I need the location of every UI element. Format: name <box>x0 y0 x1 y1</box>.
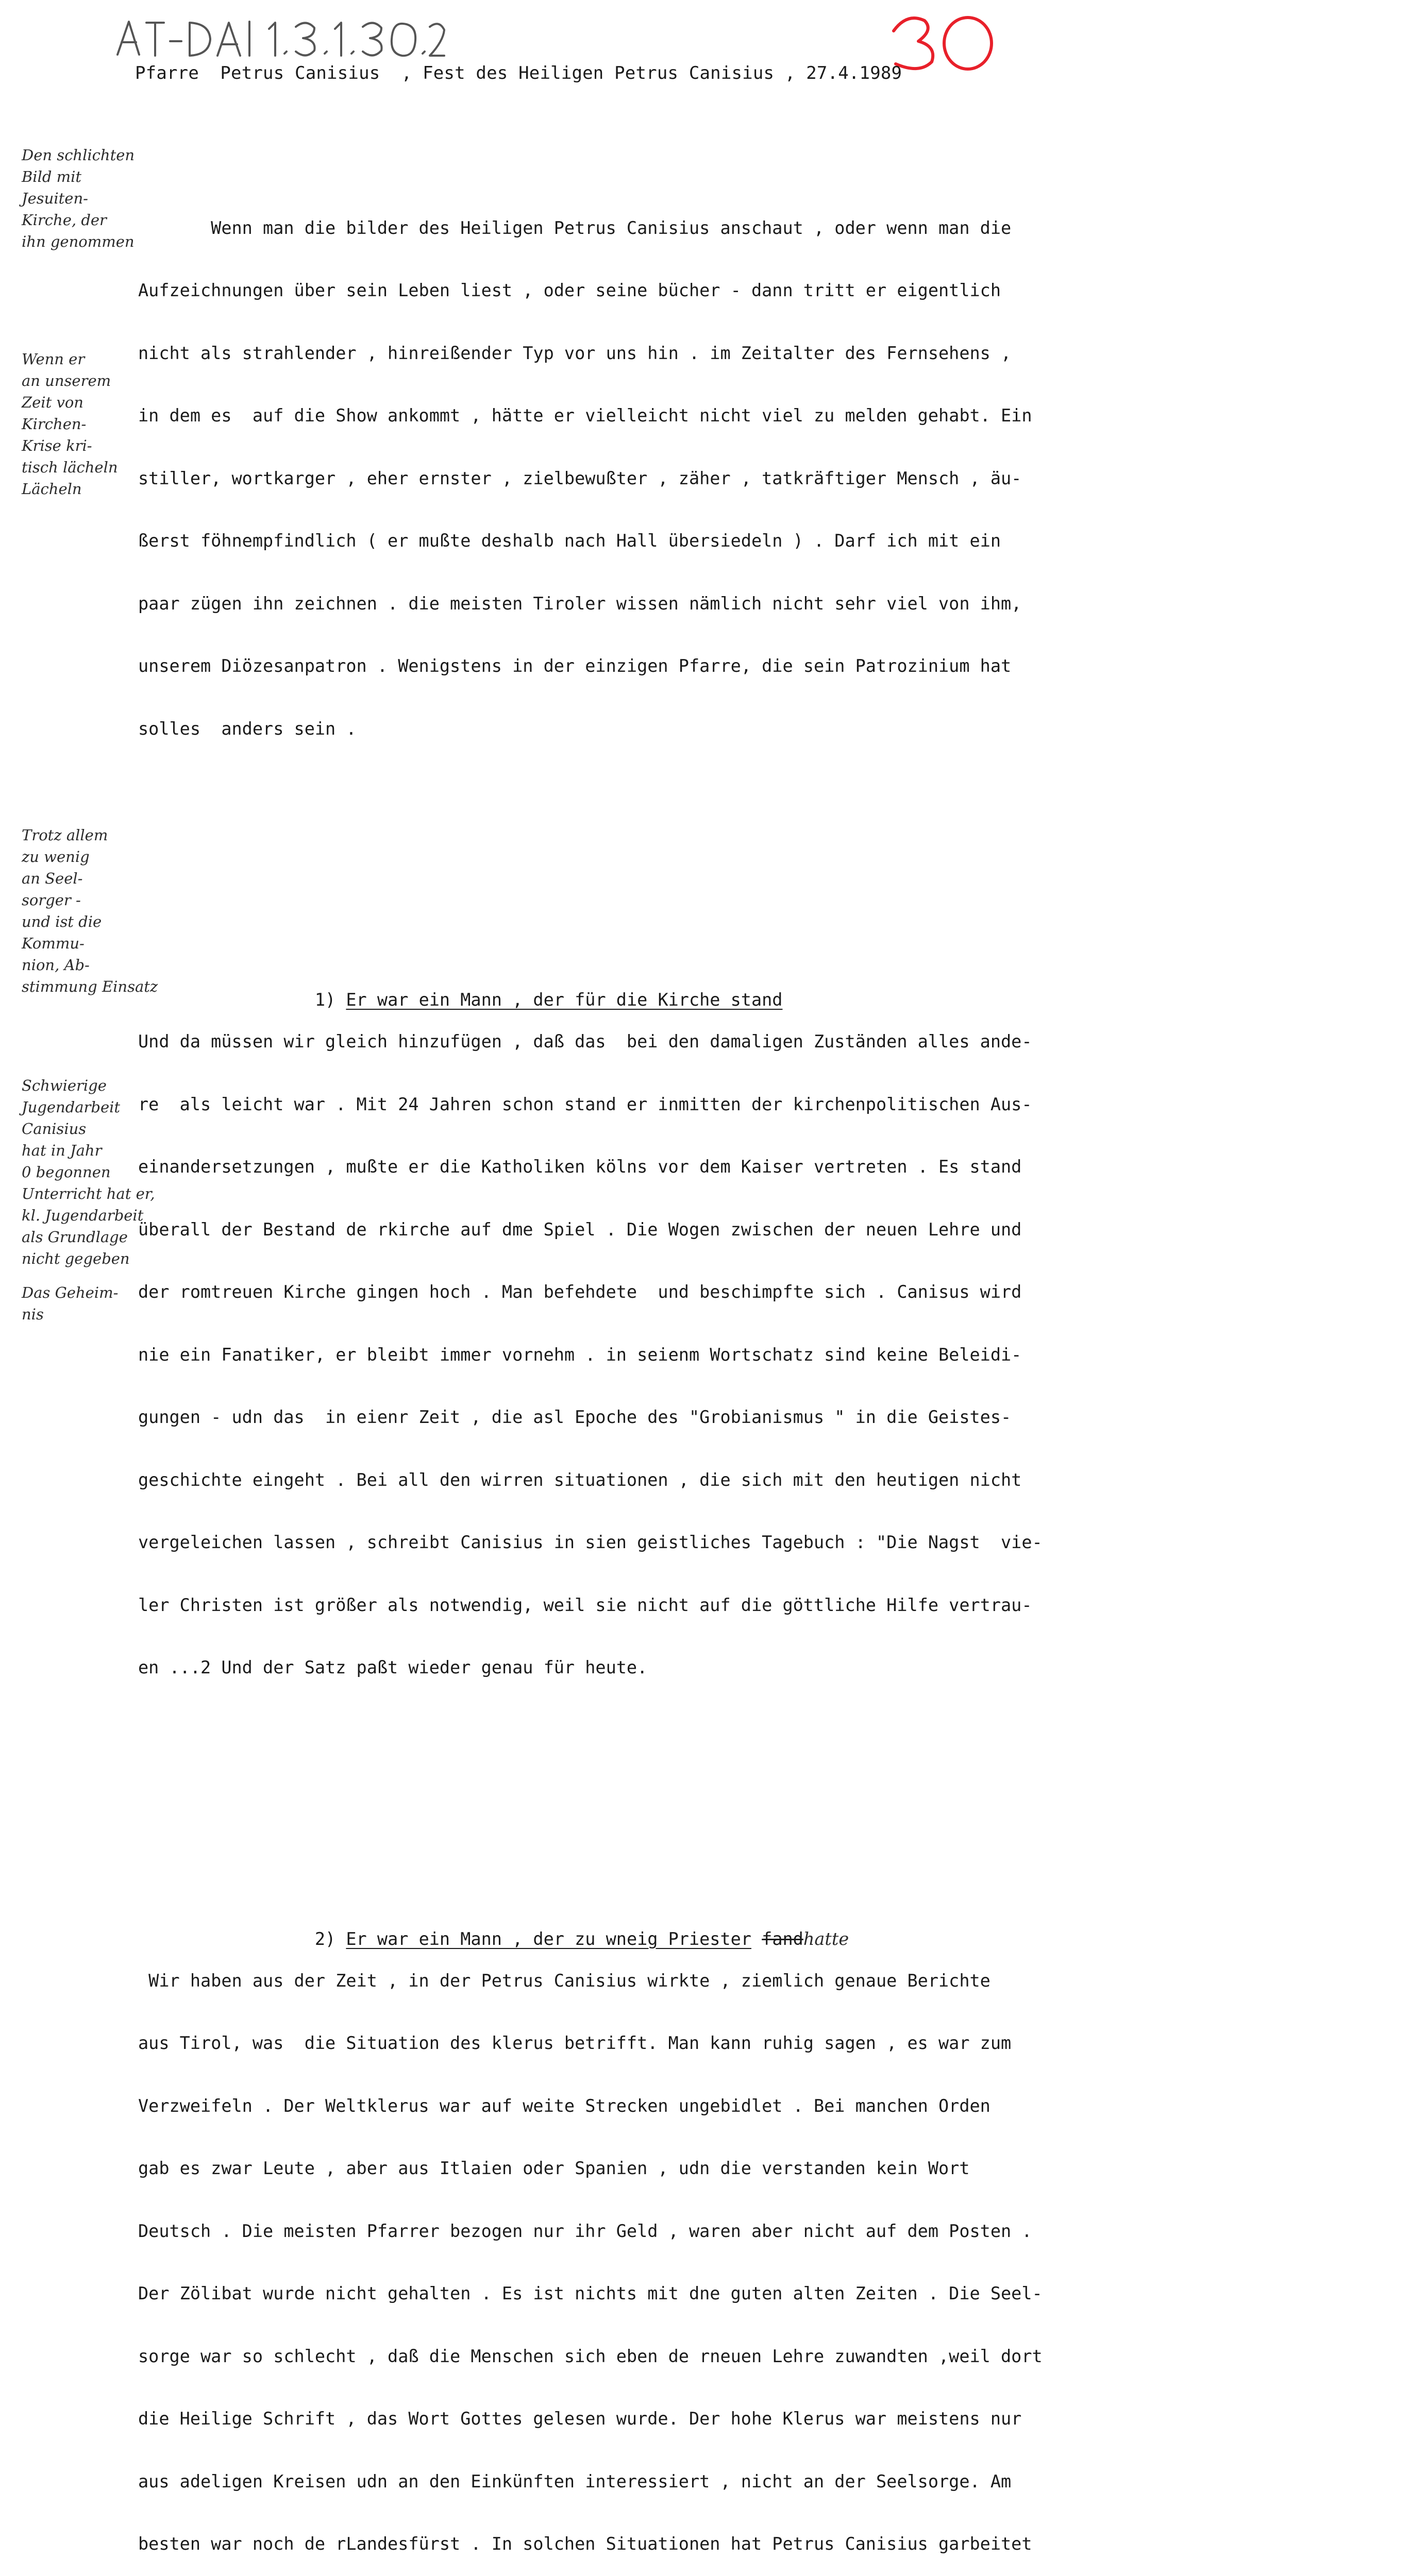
margin-note-5 <box>22 1282 140 1325</box>
section-number: 2) <box>314 1928 336 1949</box>
margin-note-line: nicht gegeben <box>22 1250 130 1267</box>
section-heading-text: Er war ein Mann , der zu wneig Priester <box>346 1928 751 1949</box>
text-line: nicht als strahlender , hinreißender Typ vor uns hin . im Zeitalter des Fernsehens , <box>138 343 1012 363</box>
section-number: 1) <box>314 990 336 1010</box>
margin-note-line: an unserem <box>22 372 111 389</box>
text-line: der romtreuen Kirche gingen hoch . Man befehdete und beschimpfte sich . Canisus wird <box>138 1282 1022 1302</box>
text-line: stiller, wortkarger , eher ernster , zielbewußter , zäher , tatkräftiger Mensch , äu- <box>138 468 1022 488</box>
section-1 <box>138 927 1043 1720</box>
margin-note-line: nis <box>22 1306 44 1323</box>
text-line: vergeleichen lassen , schreibt Canisius in sien geistliches Tagebuch : "Die Nagst vie- <box>138 1532 1043 1552</box>
text-line: in dem es auf die Show ankommt , hätte er vielleicht nicht viel zu melden gehabt. Ein <box>138 405 1032 426</box>
text-line: Verzweifeln . Der Weltklerus war auf weite Strecken ungebidlet . Bei manchen Orden <box>138 2095 990 2116</box>
text-line: unserem Diözesanpatron . Wenigstens in der einzigen Pfarre, die sein Patrozinium hat <box>138 656 1012 676</box>
text-line: die Heilige Schrift , das Wort Gottes gelesen wurde. Der hohe Klerus war meistens nur <box>138 2409 1022 2429</box>
section-heading <box>138 1908 1029 1949</box>
margin-note-line: Kirche, der <box>22 211 107 229</box>
margin-note-line: stimmung Einsatz <box>22 978 158 995</box>
section-heading-text: Er war ein Mann , der für die Kirche stand <box>346 990 783 1010</box>
margin-note-line: Krise kri- <box>22 437 92 454</box>
margin-note-line: Trotz allem <box>22 826 108 844</box>
text-line: Wenn man die bilder des Heiligen Petrus Canisius anschaut , oder wenn man die <box>138 217 1012 238</box>
text-line: aus Tirol, was die Situation des klerus betrifft. Man kann ruhig sagen , es war zum <box>138 2033 1012 2053</box>
margin-note-line: Kommu- <box>22 935 85 952</box>
text-line: en ...2 Und der Satz paßt wieder genau für heute. <box>138 1657 648 1677</box>
margin-note-line: Wenn er <box>22 350 85 368</box>
page-number-mark <box>886 9 1000 76</box>
margin-note-line: tisch lächeln <box>22 459 118 476</box>
margin-note-line: und ist die <box>22 913 102 930</box>
text-line: besten war noch de rLandesfürst . In solchen Situationen hat Petrus Canisius garbeitet <box>138 2534 1032 2554</box>
text-line: aus adeligen Kreisen udn an den Einkünften interessiert , nicht an der Seelsorge. Am <box>138 2471 1012 2492</box>
text-line: paar zügen ihn zeichnen . die meisten Tiroler wissen nämlich nicht sehr viel von ihm, <box>138 593 1022 614</box>
margin-note-line: an Seel- <box>22 870 83 887</box>
margin-note-line: Zeit von <box>22 394 83 411</box>
margin-note-line: hat in Jahr <box>22 1142 102 1159</box>
text-line: Aufzeichnungen über sein Leben liest , oder seine bücher - dann tritt er eigentlich <box>138 280 1001 300</box>
margin-note-line: Jesuiten- <box>22 190 88 207</box>
margin-note-line: ihn genommen <box>22 233 135 250</box>
text-line: gab es zwar Leute , aber aus Itlaien oder Spanien , udn die verstanden kein Wort <box>138 2158 970 2178</box>
sermon-body <box>138 113 1043 2576</box>
text-line: überall der Bestand de rkirche auf dme Spiel . Die Wogen zwischen der neuen Lehre und <box>138 1219 1022 1240</box>
margin-note-line: kl. Jugendarbeit <box>22 1207 144 1224</box>
margin-note-1 <box>22 144 140 252</box>
margin-note-line: sorger - <box>22 891 81 909</box>
margin-note-4 <box>22 1075 155 1269</box>
text-line: Deutsch . Die meisten Pfarrer bezogen nur ihr Geld , waren aber nicht auf dem Posten . <box>138 2221 1032 2241</box>
margin-note-line: Canisius <box>22 1120 87 1138</box>
margin-note-line: Jugendarbeit <box>22 1098 121 1116</box>
text-line: nie ein Fanatiker, er bleibt immer vornehm . in seienm Wortschatz sind keine Beleidi- <box>138 1344 1022 1365</box>
margin-note-line: Bild mit <box>22 168 82 185</box>
text-line: Und da müssen wir gleich hinzufügen , daß das bei den damaligen Zuständen alles ande- <box>138 1031 1032 1052</box>
handwritten-insert: hatte <box>803 1928 849 1949</box>
margin-note-line: zu wenig <box>22 848 90 866</box>
page-title: Pfarre Petrus Canisius , Fest des Heiligen Petrus Canisius , 27.4.1989 <box>135 63 902 83</box>
margin-note-line: nion, Ab- <box>22 956 90 974</box>
text-line: gungen - udn das in eienr Zeit , die asl Epoche des "Grobianismus " in die Geistes- <box>138 1407 1012 1427</box>
text-line: solles anders sein . <box>138 718 357 739</box>
text-line: einandersetzungen , mußte er die Katholiken kölns vor dem Kaiser vertreten . Es stand <box>138 1157 1022 1177</box>
margin-note-line: 0 begonnen <box>22 1163 111 1181</box>
margin-note-line: Kirchen- <box>22 415 87 433</box>
text-line: sorge war so schlecht , daß die Menschen sich eben de rneuen Lehre zuwandten ,weil dort <box>138 2346 1043 2366</box>
margin-note-line: Den schlichten <box>22 146 135 164</box>
margin-note-2 <box>22 348 140 500</box>
margin-note-line: Unterricht hat er, <box>22 1185 155 1202</box>
text-line: geschichte eingeht . Bei all den wirren situationen , die sich mit den heutigen nicht <box>138 1469 1022 1490</box>
struck-word: fand <box>762 1928 803 1949</box>
archive-code-handwriting <box>114 14 444 61</box>
margin-note-line: Das Geheim- <box>22 1284 119 1301</box>
intro-paragraph <box>138 176 1032 782</box>
text-line: ler Christen ist größer als notwendig, weil sie nicht auf die göttliche Hilfe vertrau- <box>138 1595 1032 1615</box>
margin-note-line: Schwierige <box>22 1077 107 1094</box>
margin-note-3 <box>22 824 158 997</box>
text-line: Der Zölibat wurde nicht gehalten . Es ist nichts mit dne guten alten Zeiten . Die Seel- <box>138 2283 1043 2303</box>
text-line: ßerst föhnempfindlich ( er mußte deshalb nach Hall übersiedeln ) . Darf ich mit ein <box>138 531 1001 551</box>
text-line: re als leicht war . Mit 24 Jahren schon stand er inmitten der kirchenpolitischen Aus- <box>138 1094 1032 1114</box>
text-line: Wir haben aus der Zeit , in der Petrus Canisius wirkte , ziemlich genaue Berichte <box>138 1970 990 1991</box>
section-2 <box>138 1866 1043 2576</box>
margin-note-line: Lächeln <box>22 480 82 498</box>
margin-note-line: als Grundlage <box>22 1228 128 1246</box>
section-heading <box>138 969 1029 1010</box>
